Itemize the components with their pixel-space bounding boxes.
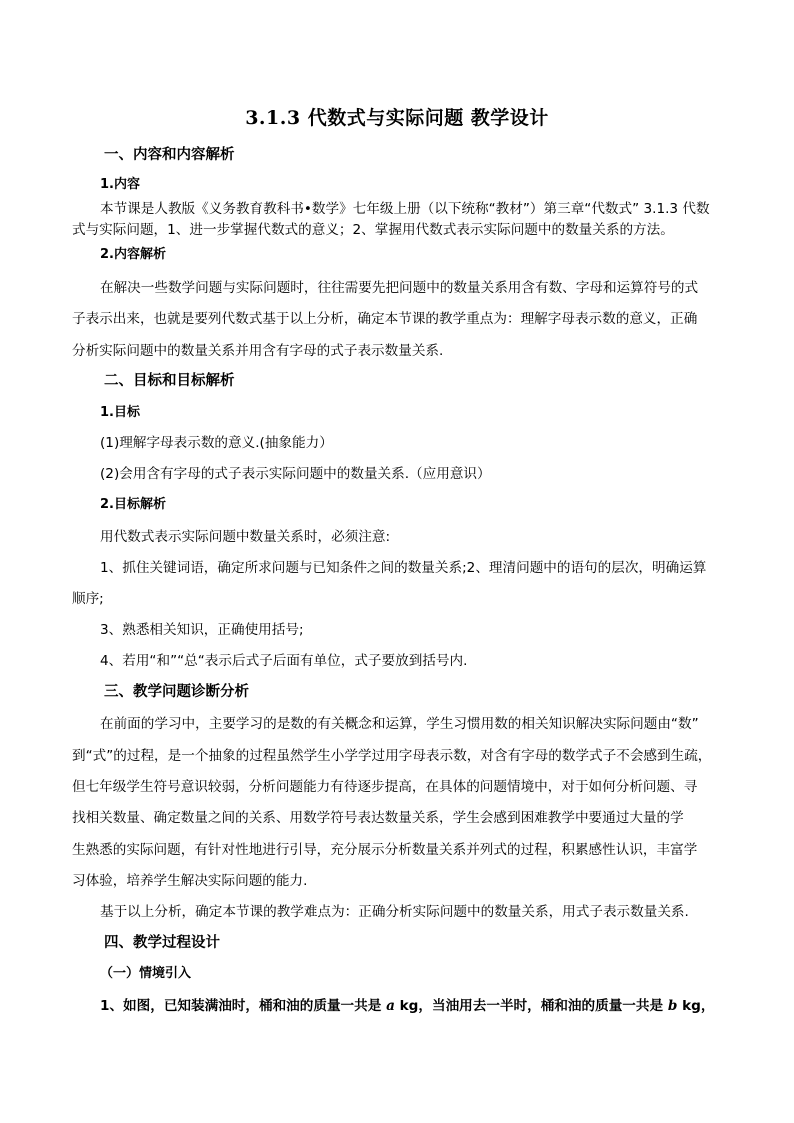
variable-a: a <box>386 998 395 1014</box>
paragraph-line: 习体验，培养学生解决实际问题的能力. <box>72 873 308 889</box>
paragraph-line: 在前面的学习中，主要学习的是数的有关概念和运算，学生习惯用数的相关知识解决实际问题由“数” <box>100 716 699 732</box>
subheading-content: 1.内容 <box>100 177 140 192</box>
goal-item: (1)理解字母表示数的意义.(抽象能力） <box>100 435 333 451</box>
subheading-content-analysis: 2.内容解析 <box>100 247 166 262</box>
variable-b: b <box>667 998 678 1014</box>
question-text: 1、如图，已知装满油时，桶和油的质量一共是 <box>100 998 387 1014</box>
paragraph-line: 但七年级学生符号意识较弱，分析问题能力有待逐步提高，在具体的问题情境中，对于如何分析问题、寻 <box>72 779 698 795</box>
paragraph-line: 式与实际问题，1、进一步掌握代数式的意义；2、掌握用代数式表示实际问题中的数量关系的方法。 <box>72 222 674 238</box>
section-heading-goals: 二、目标和目标解析 <box>104 373 235 389</box>
paragraph-line: 4、若用“和”“总“表示后式子后面有单位，式子要放到括号内. <box>100 653 468 669</box>
paragraph-line: 找相关数量、确定数量之间的关系、用数学符号表达数量关系，学生会感到困难教学中要通过大量的学 <box>72 810 684 826</box>
paragraph-line: 分析实际问题中的数量关系并用含有字母的式子表示数量关系. <box>72 343 444 359</box>
paragraph-line: 子表示出来，也就是要列代数式基于以上分析，确定本节课的教学重点为：理解字母表示数的意义，正确 <box>72 311 698 327</box>
paragraph-line: 1、抓住关键词语，确定所求问题与已知条件之间的数量关系;2、理清问题中的语句的层次，明确运算 <box>100 560 707 576</box>
section-heading-diagnosis: 三、教学问题诊断分析 <box>104 684 249 700</box>
paragraph-line: 本节课是人教版《义务教育教科书•数学》七年级上册（以下统称“教材”）第三章“代数式” 3.1.3 代数 <box>100 201 710 217</box>
subheading-goals-analysis: 2.目标解析 <box>100 497 166 512</box>
question-line <box>100 996 714 1016</box>
question-text: kg，当油用去一半时，桶和油的质量一共是 <box>394 998 668 1014</box>
subheading-goals: 1.目标 <box>100 405 140 420</box>
subheading-scenario: （一）情境引入 <box>100 966 192 981</box>
paragraph-line: 顺序; <box>72 591 104 607</box>
paragraph-line: 基于以上分析，确定本节课的教学难点为：正确分析实际问题中的数量关系，用式子表示数量关系. <box>100 904 689 920</box>
goal-item: (2)会用含有字母的式子表示实际问题中的数量关系.（应用意识） <box>100 466 491 482</box>
paragraph-line: 在解决一些数学问题与实际问题时，往往需要先把问题中的数量关系用含有数、字母和运算符号的式 <box>100 280 699 296</box>
section-heading-process: 四、教学过程设计 <box>104 935 220 951</box>
question-text: kg， <box>677 998 715 1014</box>
paragraph-line: 3、熟悉相关知识，正确使用括号; <box>100 622 304 638</box>
document-title: 3.1.3 代数式与实际问题 教学设计 <box>245 107 549 129</box>
paragraph-line: 生熟悉的实际问题，有针对性地进行引导，充分展示分析数量关系并列式的过程，积累感性认识，丰富学 <box>72 842 698 858</box>
paragraph-line: 用代数式表示实际问题中数量关系时，必须注意: <box>100 529 391 545</box>
paragraph-line: 到“式”的过程，是一个抽象的过程虽然学生小学学过用字母表示数，对含有字母的数学式子不会感到生疏， <box>72 748 712 764</box>
section-heading-content: 一、内容和内容解析 <box>104 147 235 163</box>
